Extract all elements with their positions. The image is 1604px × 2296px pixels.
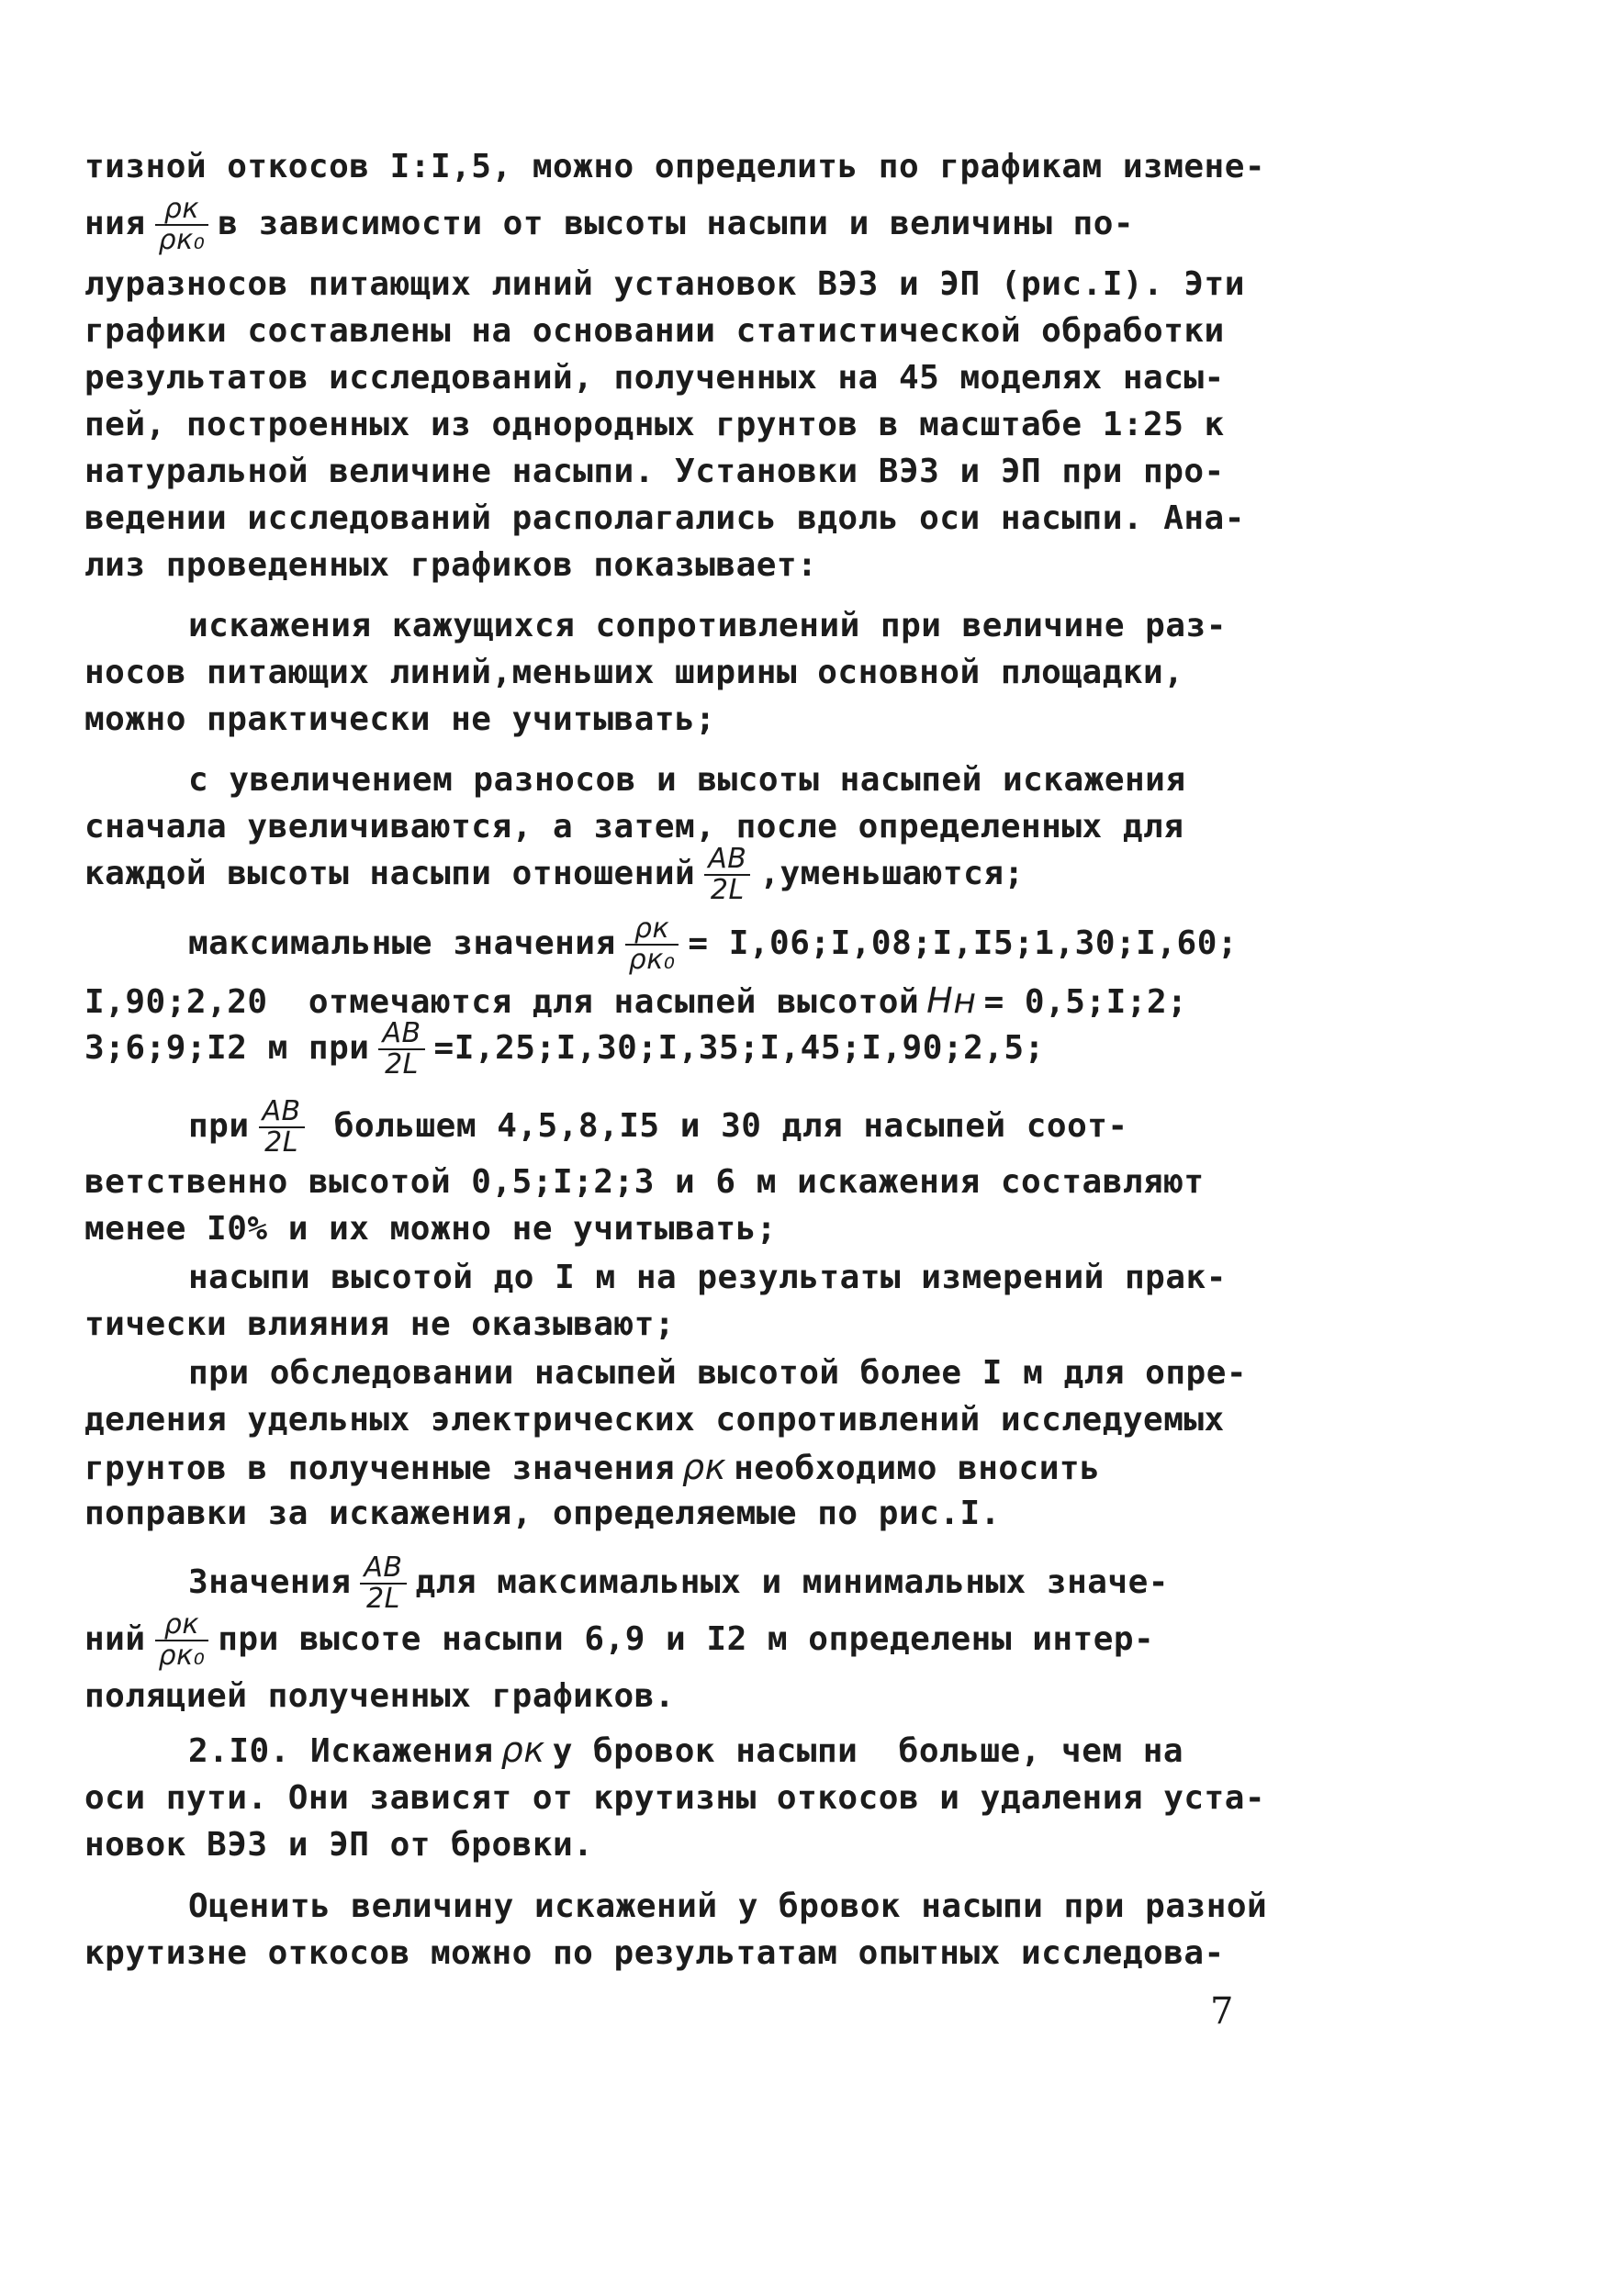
text-line: поляцией полученных графиков.: [84, 1677, 676, 1715]
formula-numerator: ρк: [625, 914, 679, 946]
text-fragment: =I,25;I,30;I,35;I,45;I,90;2,5;: [433, 1029, 1045, 1067]
text-fragment: у бровок насыпи больше, чем на: [552, 1732, 1184, 1770]
text-line: можно практически не учитывать;: [84, 700, 716, 738]
height-symbol: Hн: [926, 980, 977, 1021]
text-line: [84, 980, 1187, 1023]
formula-denominator: ρк₀: [158, 224, 206, 256]
text-fragment: грунтов в полученные значения: [84, 1450, 676, 1487]
text-fragment: большем 4,5,8,I5 и 30 для насыпей соот-: [313, 1107, 1128, 1145]
ab-ratio-formula: [360, 1553, 406, 1614]
page-number: 7: [1210, 1990, 1234, 2033]
ab-ratio-formula: [259, 1097, 305, 1158]
text-fragment: необходимо вносить: [734, 1450, 1101, 1487]
text-fragment: Значения: [188, 1563, 352, 1601]
text-fragment: каждой высоты насыпи отношений: [84, 855, 696, 892]
text-line: при обследовании насыпей высотой более I м для опре-: [188, 1354, 1248, 1392]
text-fragment: = I,06;I,08;I,I5;1,30;I,60;: [688, 924, 1239, 962]
text-line: с увеличением разносов и высоты насыпей искажения: [188, 761, 1186, 799]
ab-ratio-formula: [704, 845, 750, 905]
text-line: сначала увеличиваются, а затем, после определенных для: [84, 808, 1184, 846]
formula-denominator: ρк₀: [158, 1640, 206, 1672]
text-line: крутизне откосов можно по результатам опытных исследова-: [84, 1934, 1225, 1972]
text-line: [84, 1610, 1154, 1671]
formula-denominator: 2L: [264, 1126, 298, 1159]
formula-denominator: 2L: [385, 1048, 419, 1081]
text-line: менее I0% и их можно не учитывать;: [84, 1210, 777, 1248]
text-line: поправки за искажения, определяемые по рис.I.: [84, 1495, 1001, 1532]
text-fragment: = 0,5;I;2;: [983, 983, 1188, 1021]
text-line: [188, 914, 1238, 975]
formula-denominator: ρк₀: [628, 944, 676, 976]
text-fragment: при высоте насыпи 6,9 и I2 м определены интер-: [218, 1620, 1155, 1658]
text-line: [84, 845, 1025, 905]
rho-k-symbol: ρк: [682, 1447, 727, 1487]
text-line: натуральной величине насыпи. Установки ВЭЗ и ЭП при про-: [84, 453, 1225, 490]
text-line: [84, 1447, 1100, 1489]
text-line: [188, 1097, 1128, 1158]
text-fragment: при: [188, 1107, 250, 1145]
text-line: тически влияния не оказывают;: [84, 1305, 676, 1343]
formula-numerator: AB: [378, 1019, 424, 1050]
text-fragment: для максимальных и минимальных значе-: [415, 1563, 1169, 1601]
text-line: деления удельных электрических сопротивлений исследуемых: [84, 1401, 1225, 1439]
text-line: ветственно высотой 0,5;I;2;3 и 6 м искажения составляют: [84, 1163, 1205, 1201]
rho-ratio-formula: [155, 195, 209, 255]
text-line: новок ВЭЗ и ЭП от бровки.: [84, 1826, 594, 1864]
text-fragment: ний: [84, 1620, 146, 1658]
text-line: луразносов питающих линий установок ВЭЗ и ЭП (рис.I). Эти: [84, 265, 1245, 303]
text-line: [188, 1553, 1169, 1614]
text-line: [84, 1019, 1045, 1080]
formula-numerator: AB: [704, 845, 750, 876]
ab-ratio-formula: [378, 1019, 424, 1080]
text-line: [84, 195, 1134, 255]
text-line: насыпи высотой до I м на результаты измерений прак-: [188, 1259, 1227, 1296]
text-line: ведении исследований располагались вдоль оси насыпи. Ана-: [84, 499, 1245, 537]
formula-numerator: AB: [259, 1097, 305, 1128]
formula-denominator: 2L: [366, 1583, 400, 1615]
text-line: тизной откосов I:I,5, можно определить по графикам измене-: [84, 148, 1266, 185]
text-fragment: ,уменьшаются;: [759, 855, 1025, 892]
text-fragment: 2.I0. Искажения: [188, 1732, 494, 1770]
text-line: оси пути. Они зависят от крутизны откосов и удаления уста-: [84, 1779, 1266, 1817]
text-line: результатов исследований, полученных на 45 моделях насы-: [84, 359, 1225, 397]
formula-numerator: ρк: [155, 195, 209, 226]
text-line: графики составлены на основании статистической обработки: [84, 312, 1225, 350]
text-line: искажения кажущихся сопротивлений при величине раз-: [188, 607, 1227, 644]
formula-denominator: 2L: [710, 874, 745, 906]
text-fragment: I,90;2,20 отмечаются для насыпей высотой: [84, 983, 920, 1021]
rho-ratio-formula: [155, 1610, 209, 1671]
rho-ratio-formula: [625, 914, 679, 975]
text-line: Оценить величину искажений у бровок насыпи при разной: [188, 1887, 1268, 1925]
text-fragment: максимальные значения: [188, 924, 616, 962]
formula-numerator: AB: [360, 1553, 406, 1585]
text-fragment: 3;6;9;I2 м при: [84, 1029, 370, 1067]
text-line: [188, 1730, 1183, 1772]
rho-k-symbol: ρк: [500, 1730, 545, 1770]
text-line: лиз проведенных графиков показывает:: [84, 546, 818, 584]
text-fragment: в зависимости от высоты насыпи и величины по-: [218, 205, 1135, 242]
text-fragment: ния: [84, 205, 146, 242]
text-line: пей, построенных из однородных грунтов в масштабе 1:25 к: [84, 406, 1225, 443]
text-line: носов питающих линий,меньших ширины основной площадки,: [84, 654, 1184, 691]
formula-numerator: ρк: [155, 1610, 209, 1641]
